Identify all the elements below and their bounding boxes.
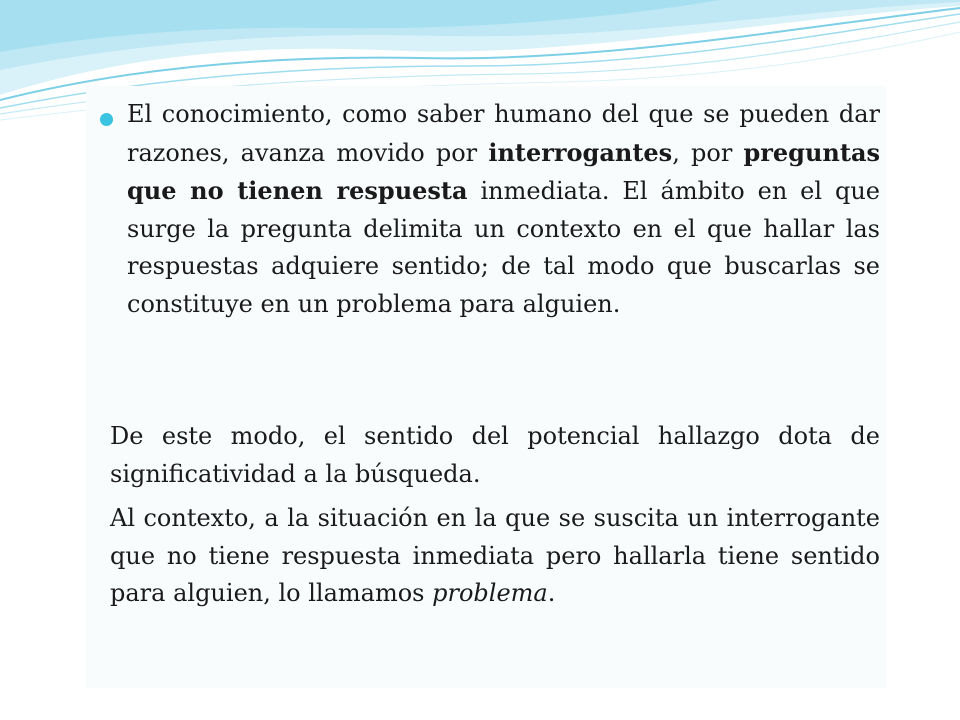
bullet-bold-preguntas: preguntas que no tienen respuesta	[127, 137, 881, 205]
bullet-text-part1: El conocimiento, como saber humano del que se pueden dar razones, avanza movido por	[127, 100, 880, 167]
bullet-icon	[100, 113, 113, 126]
bullet-item	[98, 96, 880, 323]
bullet-text-part2: , por	[672, 138, 744, 167]
paragraph-2-text: Al contexto, a la situación en la que se suscita un interrogante que no tiene respuesta inmediata pero hallarla tiene sentido para alguien, lo llamamos	[110, 504, 880, 607]
paragraph-2	[110, 500, 880, 613]
paragraph-2-end: .	[547, 579, 556, 607]
paragraph-2-italic: problema	[432, 579, 548, 607]
bullet-text	[127, 96, 880, 323]
bullet-text-part3: inmediata. El ámbito en el que surge la pregunta delimita un contexto en el que hallar las respuestas adquiere sentido; de tal modo que buscarlas se constituye en un problema para alguien.	[127, 177, 880, 318]
bullet-bold-interrogantes: interrogantes	[488, 137, 673, 167]
paragraph-1: De este modo, el sentido del potencial hallazgo dota de significatividad a la búsqueda.	[110, 422, 880, 488]
